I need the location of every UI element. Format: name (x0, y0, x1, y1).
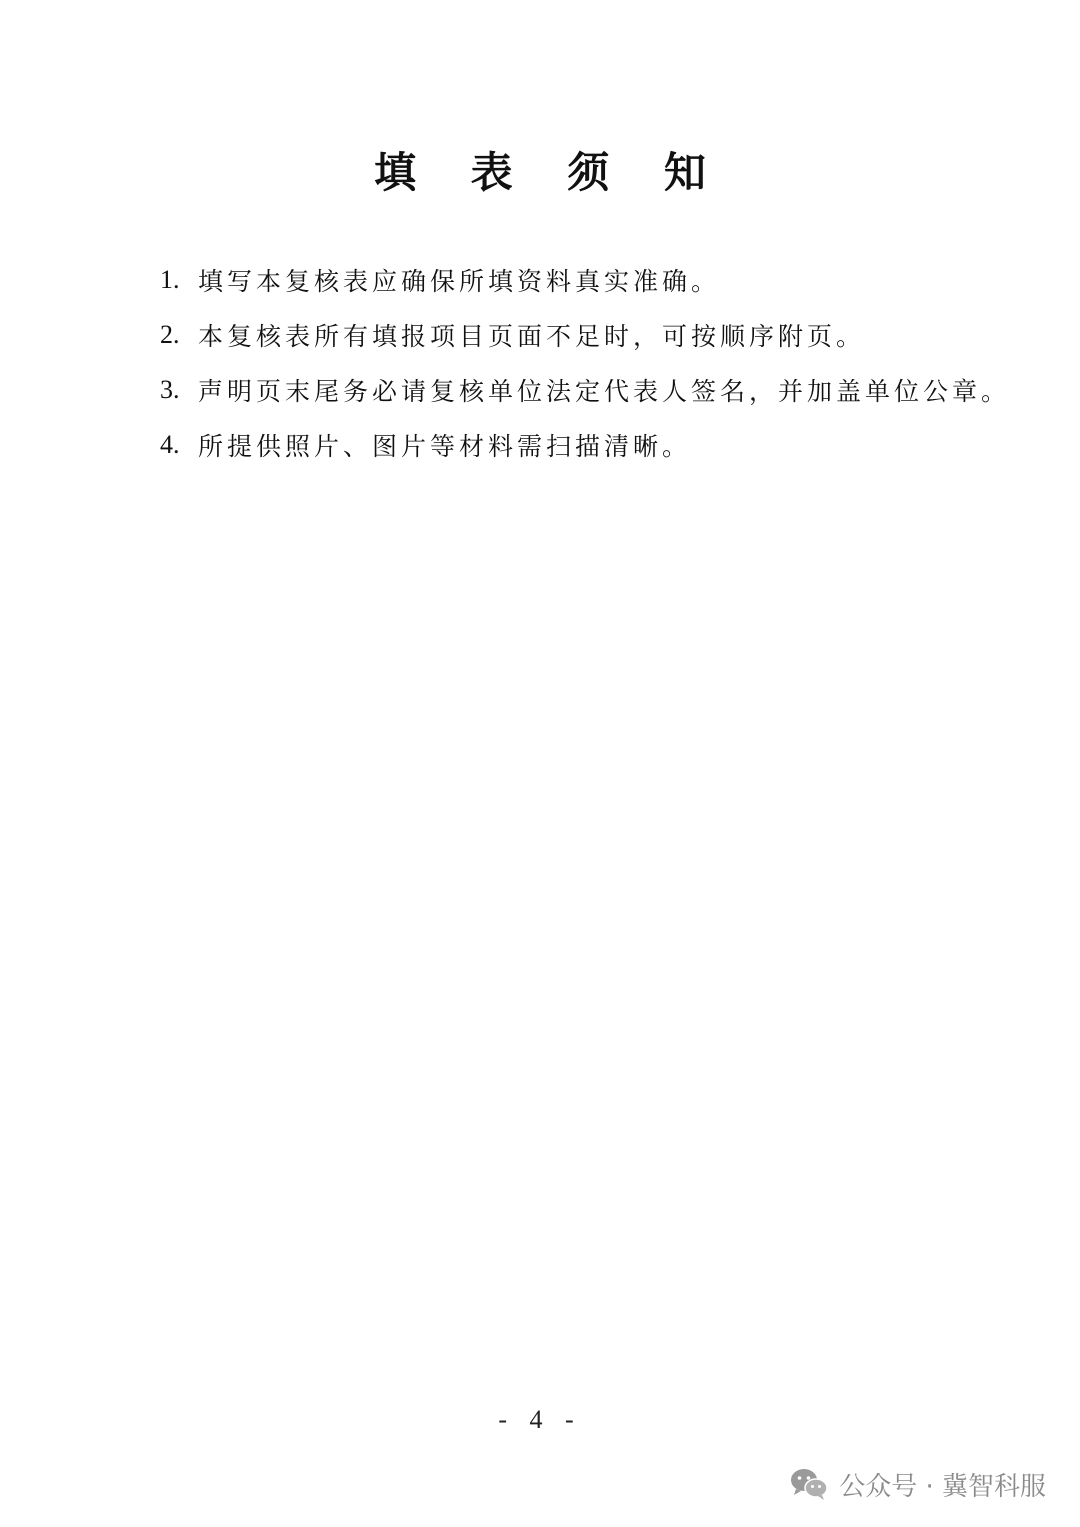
list-item (160, 417, 1040, 472)
item-text: 填写本复核表应确保所填资料真实准确。 (198, 266, 721, 296)
page-title: 填 表 须 知 (374, 148, 726, 197)
item-text: 本复核表所有填报项目页面不足时，可按顺序附页。 (198, 321, 866, 351)
item-text: 声明页末尾务必请复核单位法定代表人签名，并加盖单位公章。 (198, 376, 1011, 406)
wechat-icon (789, 1467, 829, 1501)
list-item (160, 362, 1040, 417)
watermark (789, 1462, 1046, 1506)
list-item (160, 307, 1040, 362)
watermark-text: 公众号 · 冀智科服 (839, 1471, 1046, 1502)
notes-list (160, 252, 1040, 472)
item-number: 1. (160, 264, 180, 294)
list-item (160, 252, 1040, 307)
item-number: 3. (160, 374, 180, 404)
item-number: 2. (160, 319, 180, 349)
page-number: - 4 - (498, 1405, 582, 1434)
item-number: 4. (160, 429, 180, 459)
item-text: 所提供照片、图片等材料需扫描清晰。 (198, 431, 692, 461)
